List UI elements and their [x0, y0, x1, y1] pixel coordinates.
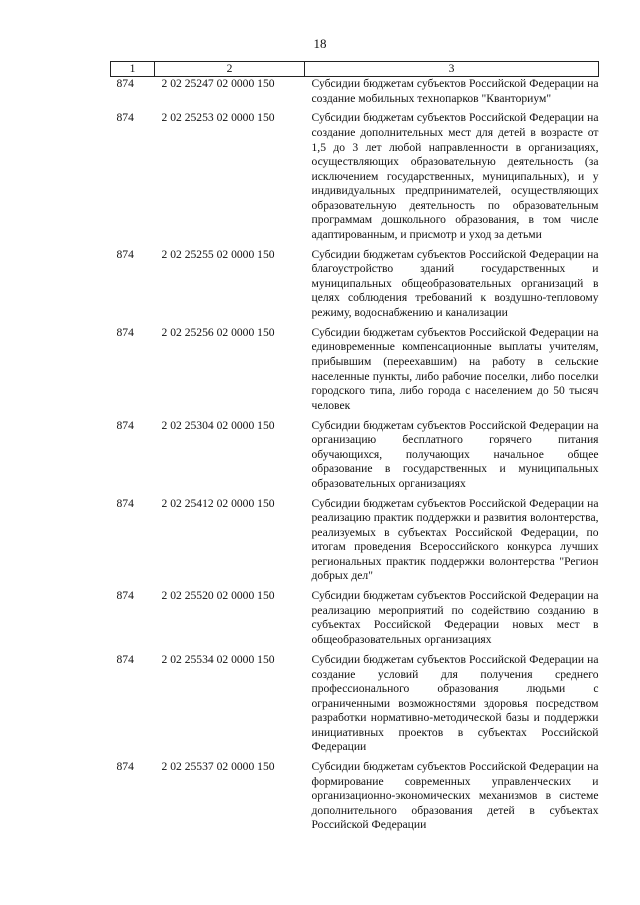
table-row [111, 248, 599, 326]
revenue-description: Субсидии бюджетам субъектов Российской Федерации на создание мобильных технопарков "Кванториум" [311, 77, 599, 105]
budget-code: 2 02 25304 02 0000 150 [161, 418, 275, 432]
revenue-description: Субсидии бюджетам субъектов Российской Федерации на реализацию практик поддержки и развития волонтерства, реализуемых в субъектах Российской Федерации, по итогам проведения Всероссийского конкурса лучших региональных практик поддержки волонтерства "Регион добрых дел" [311, 496, 599, 583]
revenue-description: Субсидии бюджетам субъектов Российской Федерации на организацию бесплатного горячего питания обучающихся, получающих начальное общее образование в государственных и муниципальных образовательных организациях [311, 418, 599, 490]
administrator-code: 874 [116, 496, 134, 510]
column-header-1: 1 [111, 62, 155, 77]
table-body [111, 77, 599, 839]
table-header [111, 62, 599, 77]
administrator-code: 874 [116, 760, 134, 774]
table-row [111, 589, 599, 653]
administrator-code: 874 [116, 325, 134, 339]
table-row [111, 77, 599, 112]
administrator-code: 874 [116, 247, 134, 261]
table-row [111, 497, 599, 590]
page-number: 18 [313, 36, 327, 51]
administrator-code: 874 [116, 77, 134, 90]
revenue-description: Субсидии бюджетам субъектов Российской Федерации на создание условий для получения среднего профессионального образования людьми с ограниченными возможностями здоровья посредством разработки нормативно-методической базы и поддержки инициативных проектов в субъектах Российской Федерации [311, 652, 599, 754]
revenue-description: Субсидии бюджетам субъектов Российской Федерации на реализацию мероприятий по содействию созданию в субъектах Российской Федерации новых мест в общеобразовательных организациях [311, 589, 599, 647]
budget-code: 2 02 25520 02 0000 150 [161, 589, 275, 603]
header-row [111, 62, 599, 77]
table-row [111, 653, 599, 760]
budget-code: 2 02 25534 02 0000 150 [161, 652, 275, 666]
administrator-code: 874 [116, 418, 134, 432]
table-row [111, 760, 599, 838]
budget-code: 2 02 25412 02 0000 150 [161, 496, 275, 510]
table-row [111, 419, 599, 497]
administrator-code: 874 [116, 111, 134, 125]
column-header-2: 2 [155, 62, 305, 77]
column-header-3: 3 [305, 62, 599, 77]
revenue-description: Субсидии бюджетам субъектов Российской Федерации на единовременные компенсационные выплаты учителям, прибывшим (переехавшим) на работу в сельские населенные пункты, либо рабочие поселки, либо поселки городского типа, либо города с населением до 50 тысяч человек [311, 325, 599, 412]
budget-code: 2 02 25247 02 0000 150 [161, 77, 275, 90]
budget-code: 2 02 25253 02 0000 150 [161, 111, 275, 125]
administrator-code: 874 [116, 652, 134, 666]
revenue-description: Субсидии бюджетам субъектов Российской Федерации на благоустройство зданий государственных и муниципальных общеобразовательных организаций в целях соблюдения требований к воздушно-тепловому режиму, водоснабжению и канализации [311, 247, 599, 319]
revenue-description: Субсидии бюджетам субъектов Российской Федерации на формирование современных управленческих и организационно-экономических механизмов в системе дополнительного образования детей в субъектах Российской Федерации [311, 760, 599, 832]
budget-classification-table [110, 61, 599, 838]
administrator-code: 874 [116, 589, 134, 603]
budget-code: 2 02 25255 02 0000 150 [161, 247, 275, 261]
budget-code: 2 02 25256 02 0000 150 [161, 325, 275, 339]
table-row [111, 111, 599, 247]
table-row [111, 326, 599, 419]
budget-code: 2 02 25537 02 0000 150 [161, 760, 275, 774]
revenue-description: Субсидии бюджетам субъектов Российской Федерации на создание дополнительных мест для детей в возрасте от 1,5 до 3 лет любой направленности в организациях, осуществляющих образовательную деятельность (за исключением государственных, муниципальных), и у индивидуальных предпринимателей, осуществляющих образовательную деятельность по образовательным программам дошкольного образования, в том числе адаптированным, и присмотр и уход за детьми [311, 111, 599, 241]
